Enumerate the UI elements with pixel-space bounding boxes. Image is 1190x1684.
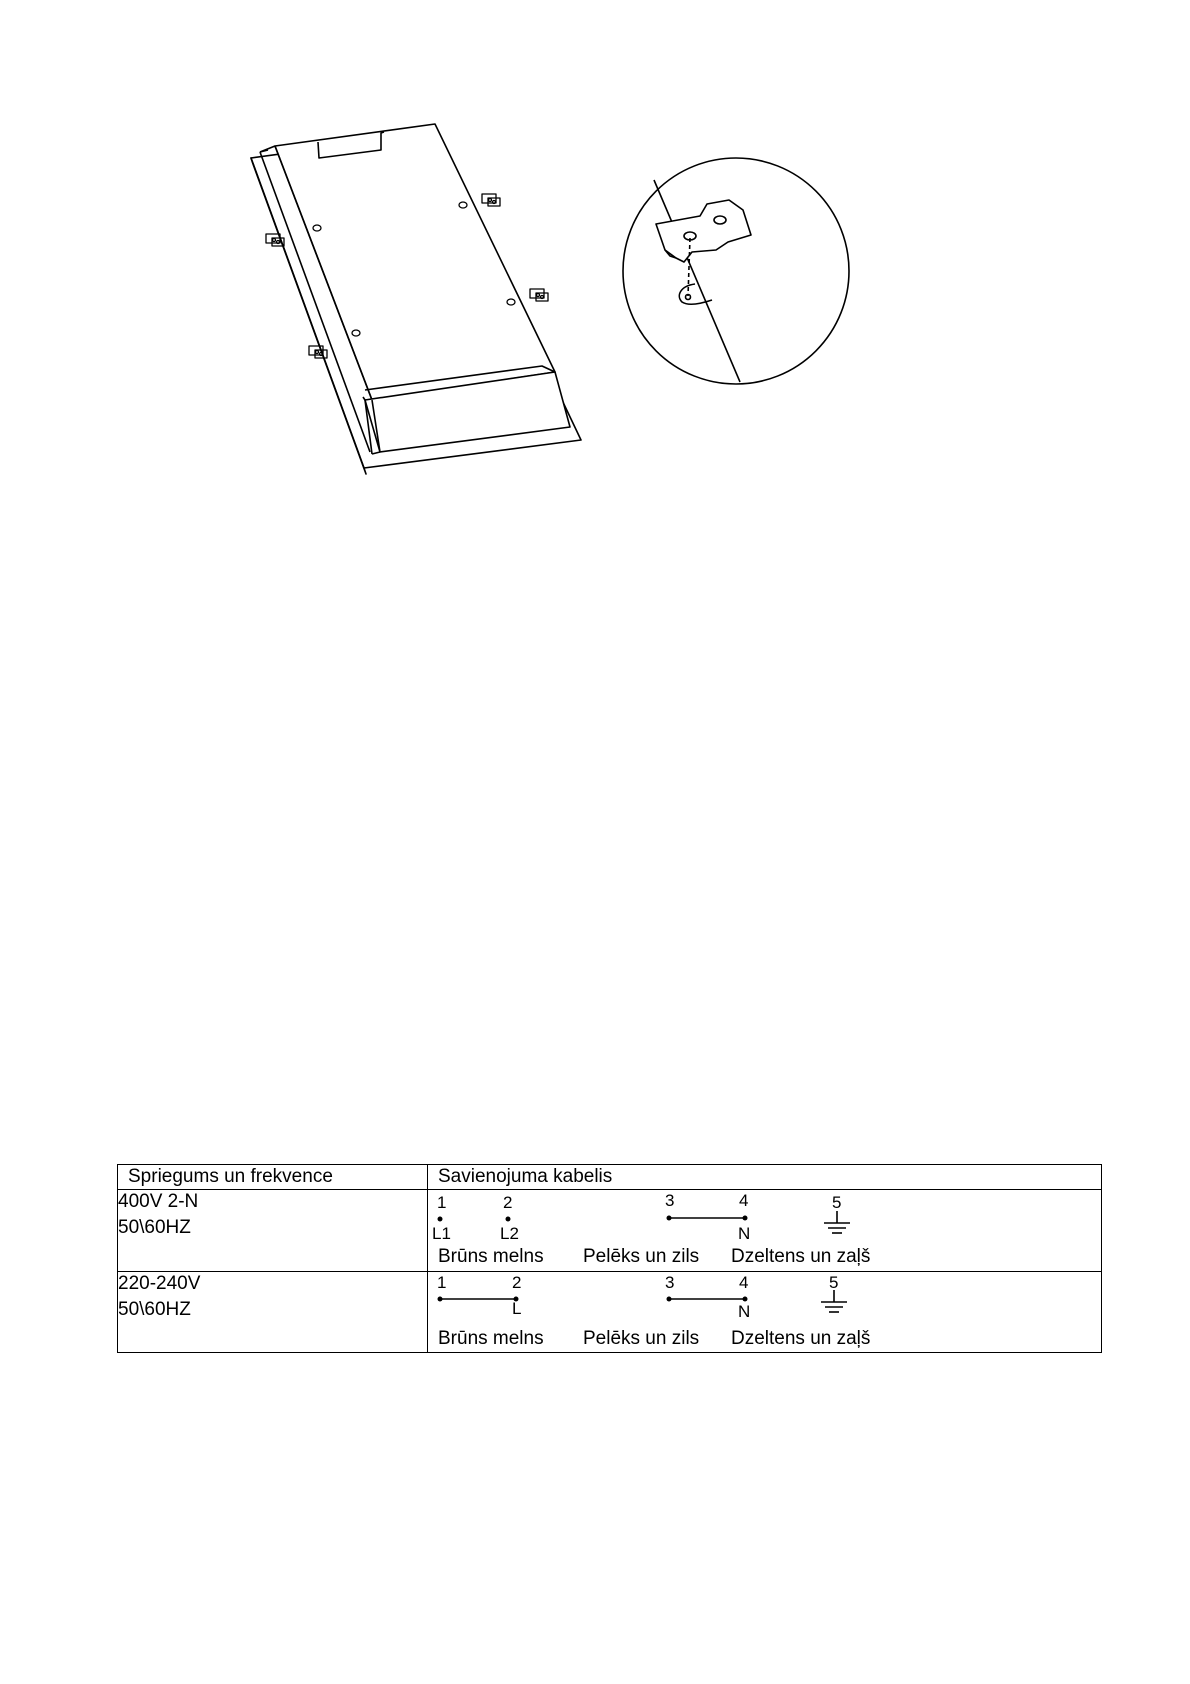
terminal-number: 2 bbox=[503, 1193, 513, 1213]
header-voltage: Spriegums un frekvence bbox=[118, 1165, 428, 1190]
connection-cell bbox=[428, 1190, 1102, 1271]
ground-icon bbox=[824, 1211, 850, 1233]
header-cable: Savienojuma kabelis bbox=[428, 1165, 1102, 1190]
terminal-number: 3 bbox=[665, 1272, 675, 1292]
terminal-number: 3 bbox=[665, 1191, 675, 1211]
wire-color: Dzeltens un zaļš bbox=[731, 1246, 871, 1268]
mounting-bracket-detail-icon bbox=[623, 158, 849, 384]
voltage-cell bbox=[118, 1271, 428, 1352]
ground-icon bbox=[821, 1290, 847, 1312]
terminal-label: L1 bbox=[432, 1224, 451, 1244]
table-header-row bbox=[118, 1165, 1102, 1190]
wire-color: Brūns melns bbox=[438, 1327, 544, 1349]
wiring-table bbox=[117, 1164, 1102, 1353]
connection-cell bbox=[428, 1271, 1102, 1352]
terminal-label: L bbox=[512, 1298, 522, 1318]
terminal-dot bbox=[667, 1296, 672, 1301]
terminal-number: 4 bbox=[739, 1191, 749, 1211]
terminal-dot bbox=[667, 1216, 672, 1221]
wire-color: Pelēks un zils bbox=[583, 1246, 700, 1268]
wiring-diagram bbox=[428, 1272, 1103, 1327]
wire-color: Pelēks un zils bbox=[583, 1327, 700, 1349]
voltage-text: 220-240V bbox=[118, 1272, 201, 1294]
terminal-dot bbox=[743, 1216, 748, 1221]
terminal-dot bbox=[506, 1217, 511, 1222]
voltage-text: 400V 2-N bbox=[118, 1191, 199, 1213]
table-row bbox=[118, 1190, 1102, 1271]
terminal-number: 1 bbox=[437, 1272, 447, 1292]
terminal-dot bbox=[438, 1296, 443, 1301]
installation-illustration bbox=[0, 0, 1190, 500]
frequency-text: 50\60HZ bbox=[118, 1217, 191, 1239]
wire-color: Brūns melns bbox=[438, 1246, 544, 1268]
terminal-number: 2 bbox=[512, 1272, 522, 1292]
terminal-number: 4 bbox=[739, 1272, 749, 1292]
frequency-text: 50\60HZ bbox=[118, 1298, 191, 1320]
wire-colors bbox=[438, 1327, 1098, 1351]
terminal-label: N bbox=[738, 1301, 751, 1321]
table-row bbox=[118, 1271, 1102, 1352]
terminal-label: L2 bbox=[500, 1224, 519, 1244]
voltage-cell bbox=[118, 1190, 428, 1271]
terminal-dot bbox=[743, 1296, 748, 1301]
hob-underside-icon bbox=[251, 124, 581, 474]
wiring-diagram bbox=[428, 1190, 1103, 1245]
terminal-number: 5 bbox=[832, 1193, 842, 1213]
terminal-label: N bbox=[738, 1224, 751, 1244]
terminal-number: 1 bbox=[437, 1193, 447, 1213]
terminal-dot bbox=[438, 1217, 443, 1222]
wire-color: Dzeltens un zaļš bbox=[731, 1327, 871, 1349]
wire-colors bbox=[438, 1245, 1098, 1269]
terminal-number: 5 bbox=[829, 1272, 839, 1292]
